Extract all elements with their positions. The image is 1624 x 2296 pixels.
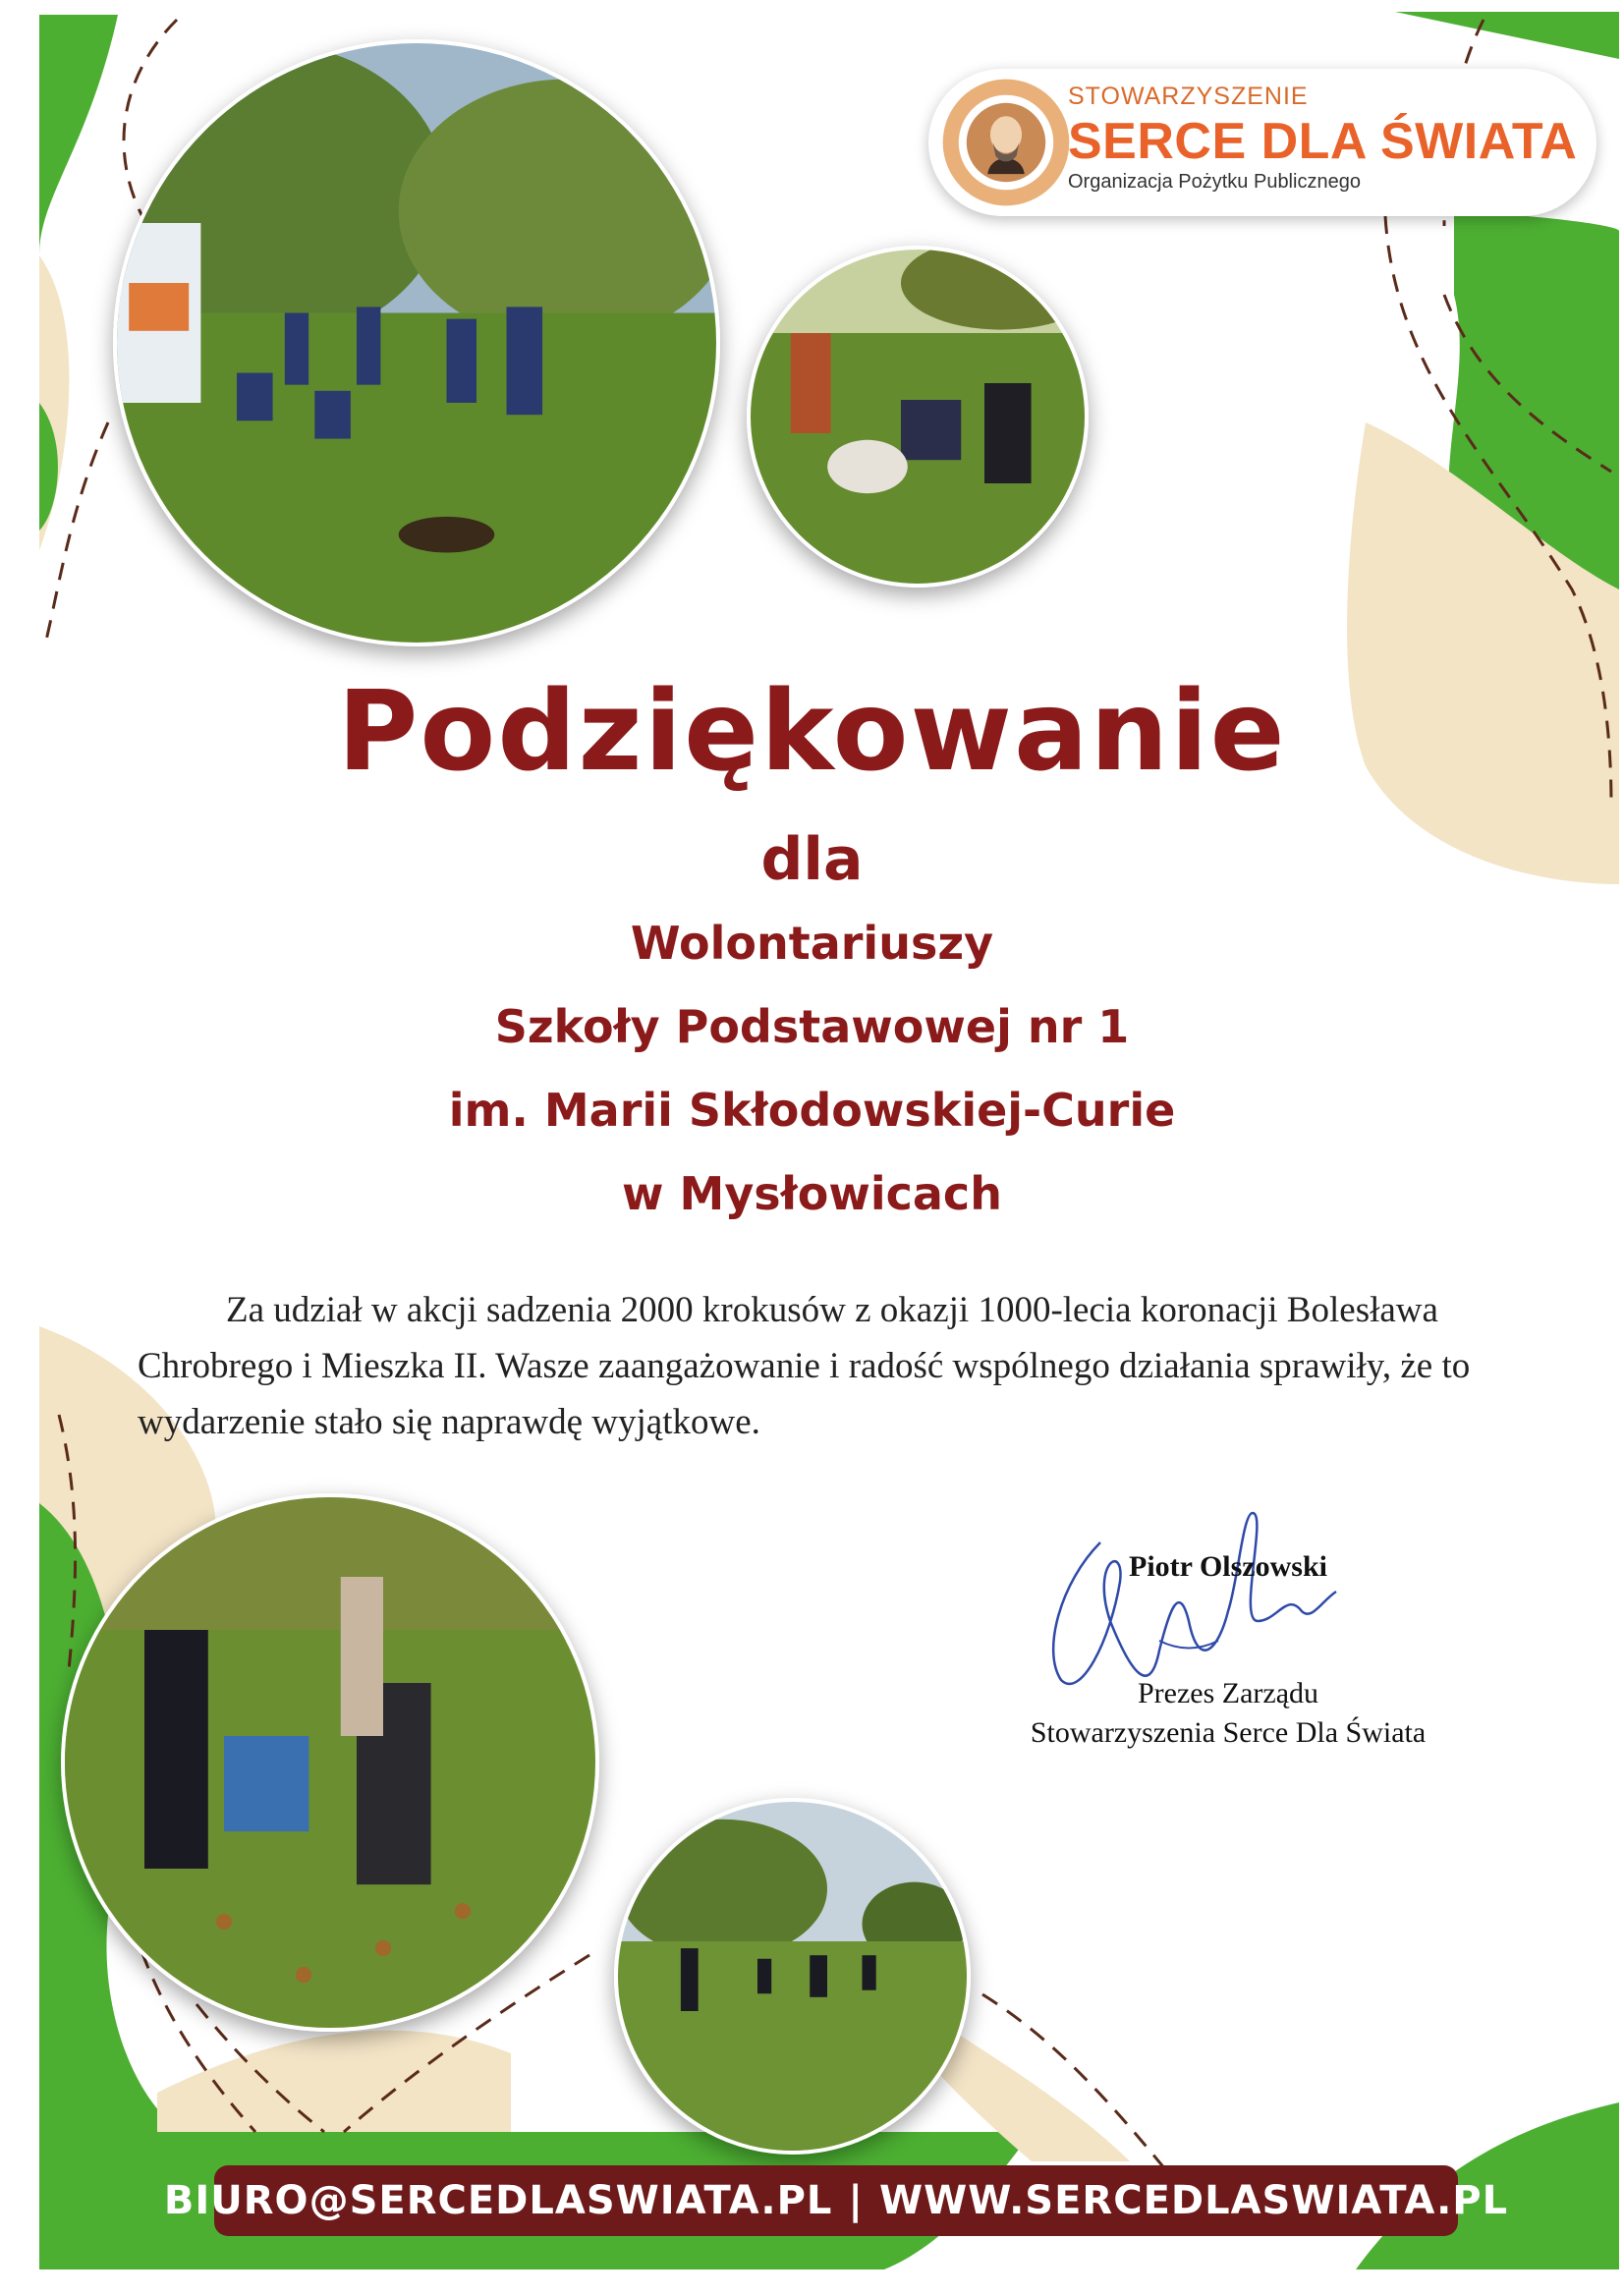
- footer-separator: |: [848, 2178, 864, 2223]
- footer-email[interactable]: BIURO@SERCEDLASWIATA.PL: [163, 2178, 833, 2223]
- logo-name: SERCE DLA ŚWIATA: [1068, 113, 1578, 170]
- signer-role: Prezes Zarządu: [1137, 1677, 1319, 1709]
- logo-seal-emblem: [940, 77, 1072, 208]
- photo-children-planting-park: [113, 39, 720, 646]
- logo-top-line: STOWARZYSZENIE: [1068, 83, 1309, 110]
- footer-contact-bar: [163, 2165, 1509, 2236]
- signer-name: Piotr Olszowski: [1129, 1550, 1327, 1583]
- for-word: dla: [760, 825, 864, 894]
- logo-subtitle: Organizacja Pożytku Publicznego: [1068, 171, 1361, 193]
- photo-children-kneeling: [747, 246, 1089, 588]
- organization-logo: [928, 69, 1596, 216]
- recipient-line-4: w Mysłowicach: [622, 1167, 1002, 1220]
- body-paragraph: Za udział w akcji sadzenia 2000 krokusów z okazji 1000-lecia koronacji Bolesława Chrobrego i Mieszka II. Wasze zaangażowanie i radość wspólnego działania sprawiły, że to wydarzenie stało się naprawdę wyjątkowe.: [138, 1290, 1471, 1442]
- photo-boys-digging: [61, 1493, 599, 2032]
- recipient-line-2: Szkoły Podstawowej nr 1: [494, 1000, 1130, 1053]
- recipient-line-1: Wolontariuszy: [630, 917, 994, 970]
- recipient-line-3: im. Marii Skłodowskiej-Curie: [448, 1084, 1176, 1137]
- certificate-title: Podziękowanie: [337, 668, 1287, 796]
- photo-group-in-field: [614, 1798, 971, 2155]
- footer-website[interactable]: WWW.SERCEDLASWIATA.PL: [878, 2178, 1509, 2223]
- signer-organization: Stowarzyszenia Serce Dla Świata: [1030, 1716, 1427, 1749]
